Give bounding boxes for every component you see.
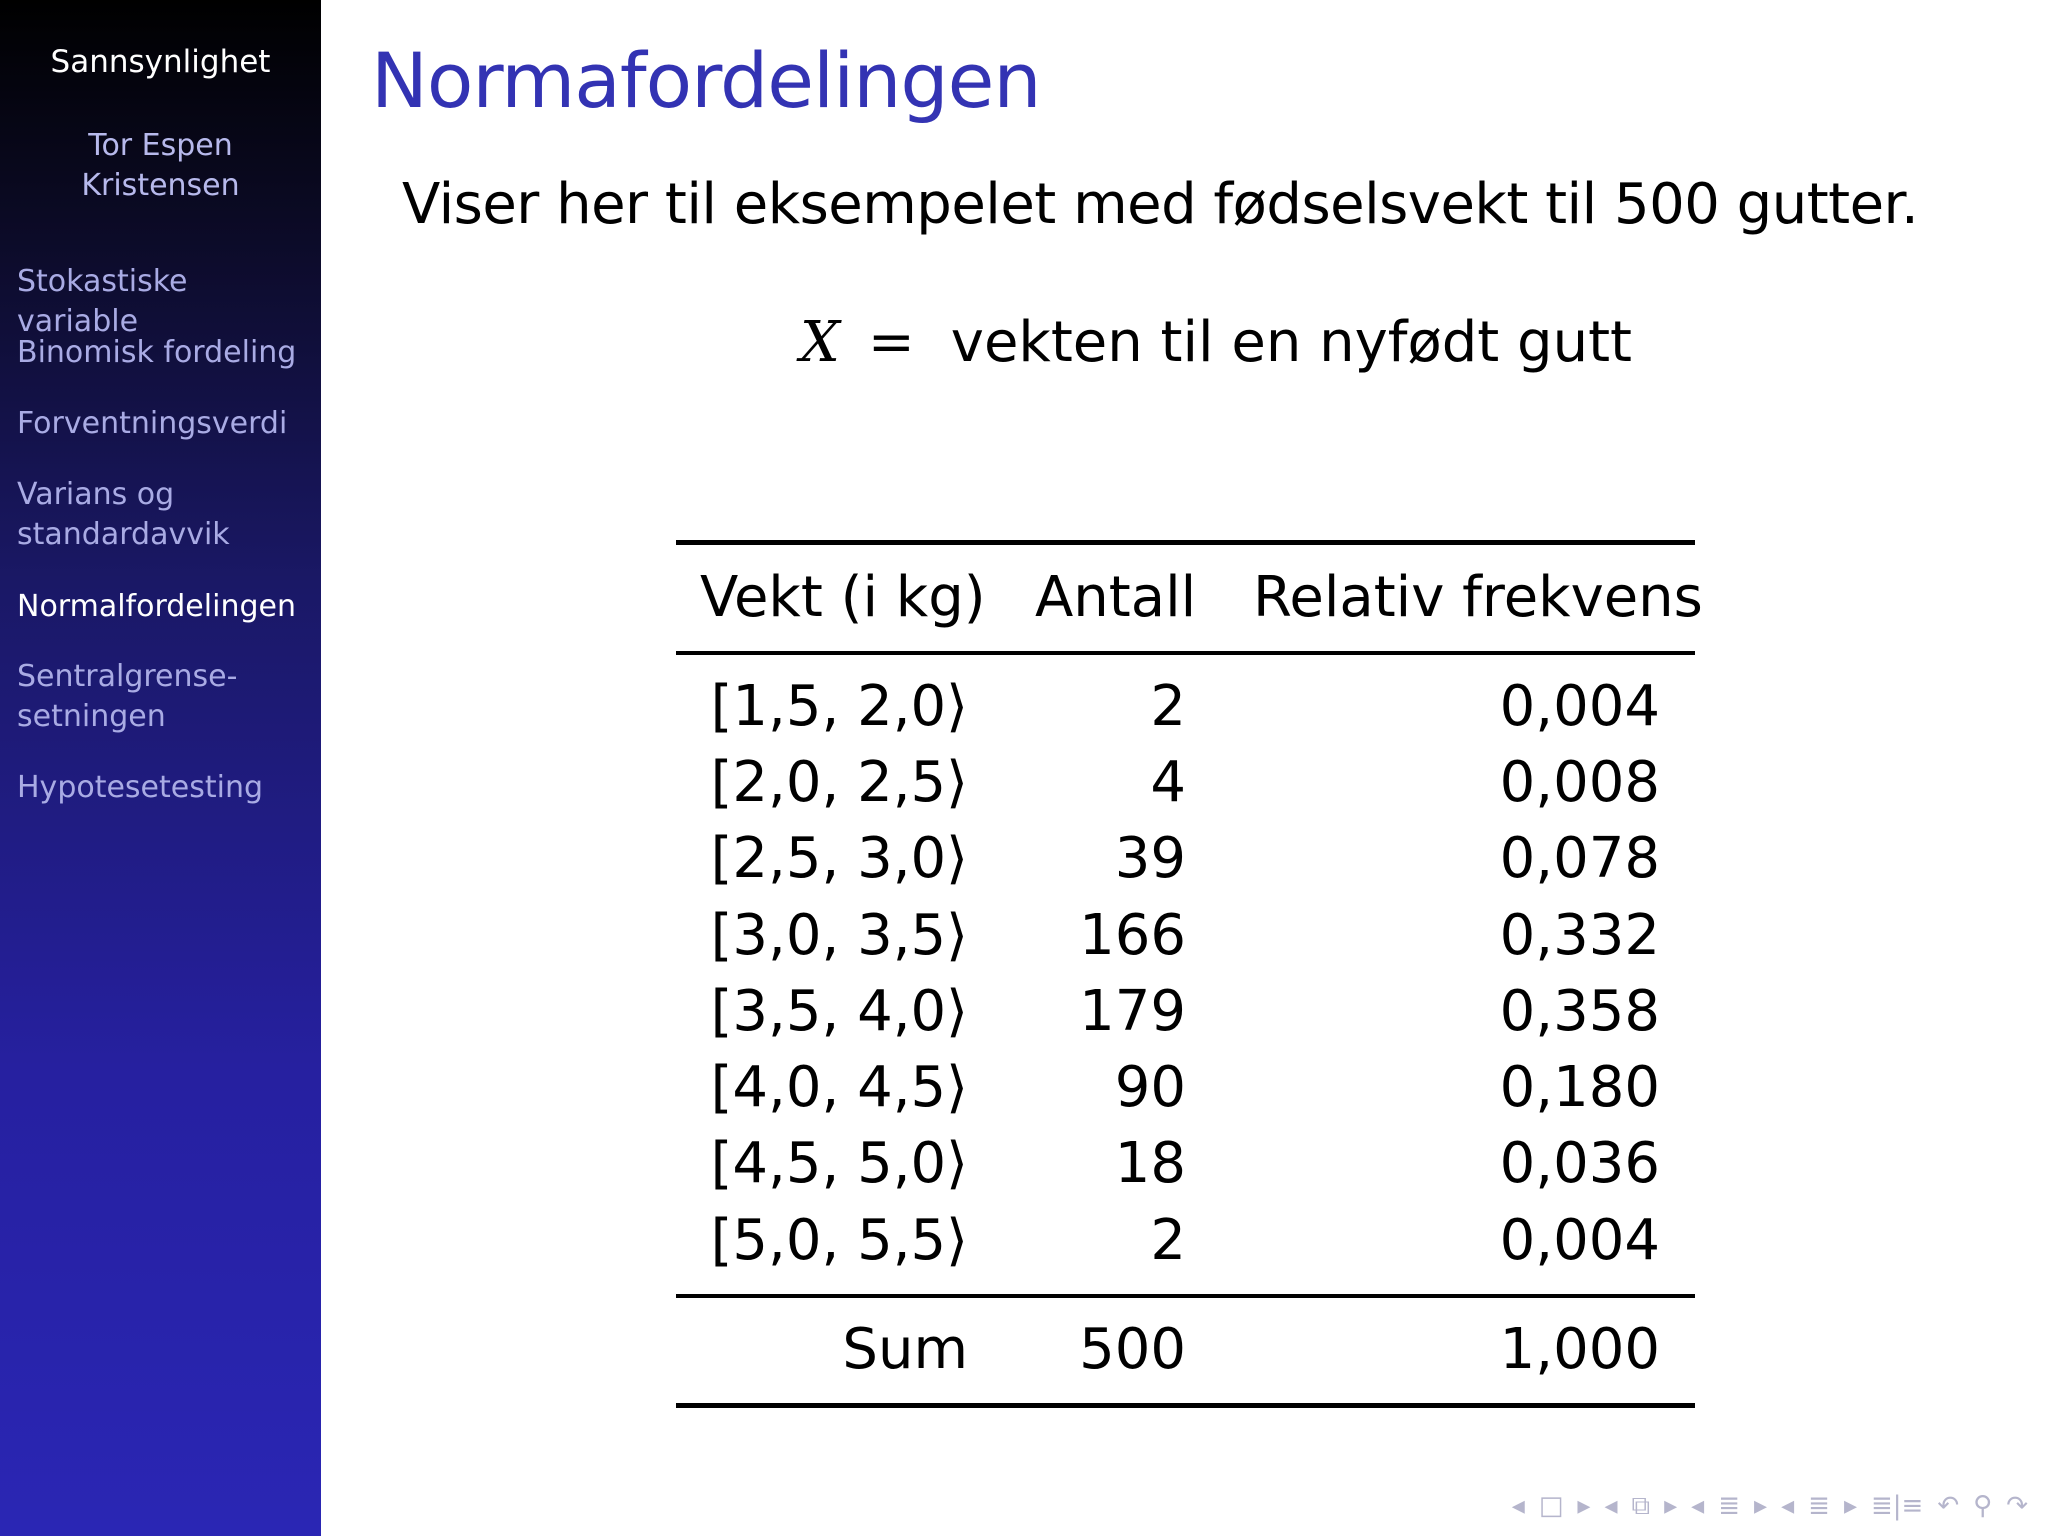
sidebar-item-label: standardavvik (17, 517, 230, 552)
table-cell-interval: [4,0, 4,5⟩ (710, 1055, 968, 1120)
equation (800, 310, 1632, 375)
table-cell-frequency: 0,180 (1499, 1055, 1660, 1120)
table-cell-interval: [2,0, 2,5⟩ (710, 750, 968, 815)
table-cell-count: 39 (1114, 826, 1186, 891)
author-line-2: Kristensen (81, 168, 240, 203)
subsection-forward-icon[interactable]: ▸ (1664, 1491, 1678, 1521)
back-arrow-icon[interactable]: ↶ (1937, 1491, 1960, 1521)
table-sum-label: Sum (842, 1317, 968, 1382)
table-cell-frequency: 0,004 (1499, 674, 1660, 739)
table-cell-count: 4 (1150, 750, 1186, 815)
sidebar-item-label: setningen (17, 699, 166, 734)
subsection-icon[interactable]: ⧉ (1631, 1490, 1651, 1521)
presentation-author[interactable] (0, 126, 321, 206)
table-cell-frequency: 0,358 (1499, 979, 1660, 1044)
table-cell-count: 2 (1150, 1208, 1186, 1273)
sidebar-item-label: Varians og (17, 477, 175, 512)
equation-text: vekten til en nyfødt gutt (950, 310, 1633, 375)
sidebar-item-label: Sentralgrense- (17, 659, 238, 694)
table-cell-frequency: 0,004 (1499, 1208, 1660, 1273)
sidebar-item-varians-og-standardavvik[interactable] (17, 475, 317, 555)
section-forward-icon[interactable]: ▸ (1754, 1491, 1768, 1521)
table-header-antall: Antall (1035, 565, 1197, 630)
sidebar-item-stokastiske-variable[interactable]: Stokastiske variable (17, 264, 188, 339)
table-cell-frequency: 0,078 (1499, 826, 1660, 891)
sidebar-item-hypotesetesting[interactable]: Hypotesetesting (17, 770, 264, 805)
table-cell-interval: [3,5, 4,0⟩ (710, 979, 968, 1044)
sidebar-item-binomisk-fordeling[interactable]: Binomisk fordeling (17, 335, 297, 370)
forward-arrow-icon[interactable]: ↷ (2006, 1491, 2028, 1521)
beamer-navigation (1512, 1486, 2028, 1526)
search-icon[interactable]: ⚲ (1973, 1491, 1993, 1521)
section-icon[interactable]: ≣ (1718, 1491, 1741, 1521)
toc-forward-icon[interactable]: ▸ (1843, 1491, 1858, 1521)
equation-equals: = (867, 310, 915, 375)
equation-variable: X (800, 310, 840, 375)
table-cell-count: 2 (1150, 674, 1186, 739)
table-cell-count: 179 (1079, 979, 1186, 1044)
toc-back-icon[interactable]: ◂ (1781, 1491, 1795, 1521)
table-cell-frequency: 0,036 (1499, 1131, 1660, 1196)
table-cell-count: 166 (1079, 903, 1186, 968)
table-bottom-rule (676, 1403, 1695, 1408)
frame-icon[interactable]: □ (1538, 1491, 1564, 1521)
author-line-1: Tor Espen (88, 128, 233, 163)
table-header-relativ-frekvens: Relativ frekvens (1253, 565, 1703, 630)
section-back-icon[interactable]: ◂ (1691, 1491, 1705, 1521)
sidebar-item-forventningsverdi[interactable]: Forventningsverdi (17, 406, 288, 441)
table-cell-frequency: 0,332 (1499, 903, 1660, 968)
table-cell-interval: [5,0, 5,5⟩ (710, 1208, 968, 1273)
table-sum-frequency: 1,000 (1499, 1317, 1660, 1382)
table-cell-frequency: 0,008 (1499, 750, 1660, 815)
table-header-rule (676, 651, 1695, 655)
presentation-title[interactable]: Sannsynlighet (50, 44, 271, 80)
table-cell-interval: [1,5, 2,0⟩ (710, 674, 968, 739)
table-cell-interval: [3,0, 3,5⟩ (710, 903, 968, 968)
appendix-icon[interactable]: ≣|≡ (1871, 1491, 1924, 1521)
frame-title: Normafordelingen (371, 36, 1041, 125)
table-cell-interval: [2,5, 3,0⟩ (710, 826, 968, 891)
sidebar-item-normalfordelingen[interactable]: Normalfordelingen (17, 589, 296, 624)
frame-forward-icon[interactable]: ▸ (1577, 1491, 1591, 1521)
subsection-back-icon[interactable]: ◂ (1604, 1491, 1618, 1521)
table-sum-rule (676, 1294, 1695, 1298)
table-cell-count: 18 (1114, 1131, 1186, 1196)
table-top-rule (676, 540, 1695, 545)
intro-text: Viser her til eksempelet med fødselsvekt til 500 gutter. (402, 172, 1919, 237)
table-cell-interval: [4,5, 5,0⟩ (710, 1131, 968, 1196)
sidebar-item-sentralgrensesetningen[interactable] (17, 657, 317, 737)
table-sum-count: 500 (1079, 1317, 1186, 1382)
toc-icon[interactable]: ≣ (1808, 1491, 1830, 1521)
table-header-vekt: Vekt (i kg) (700, 565, 986, 630)
sidebar (0, 0, 321, 1536)
table-cell-count: 90 (1114, 1055, 1186, 1120)
frame-back-icon[interactable]: ◂ (1511, 1491, 1525, 1521)
